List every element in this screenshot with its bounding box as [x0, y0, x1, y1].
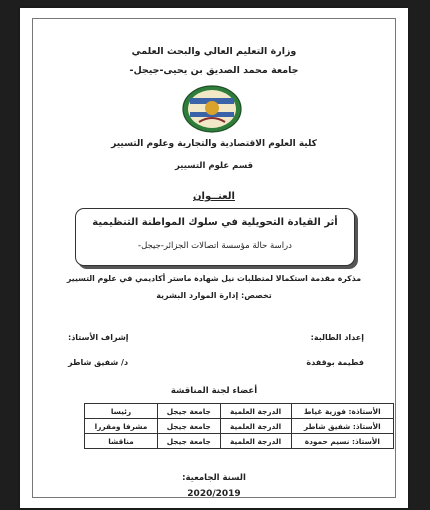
member-rank: الدرجة العلمية — [220, 419, 291, 434]
memo-line: مذكرة مقدمة استكمالا لمتطلبات نيل شهادة ماستر أكاديمي في علوم التسيير — [66, 274, 362, 283]
member-rank: الدرجة العلمية — [220, 434, 291, 449]
specialty-line: تخصص: إدارة الموارد البشرية — [156, 291, 272, 300]
student-name: فطيمة بوقفدة — [306, 358, 364, 367]
title-heading: العنــوان — [193, 191, 235, 202]
document-page — [20, 8, 408, 508]
table-row — [85, 419, 394, 434]
member-name: الأستاذ: نسيم حمودة — [291, 434, 393, 449]
university-seal-icon — [181, 84, 243, 134]
member-university: جامعة جيجل — [158, 434, 221, 449]
member-role: مناقشا — [85, 434, 158, 449]
committee-table — [84, 403, 394, 449]
thesis-title: أثر القيادة التحويلية في سلوك المواطنة التنظيمية — [92, 217, 338, 228]
member-university: جامعة جيجل — [158, 404, 221, 419]
table-row — [85, 434, 394, 449]
university-line: جامعة محمد الصديق بن يحيى-جيجل- — [129, 65, 299, 76]
academic-year-label: السنة الجامعية: — [182, 473, 246, 483]
member-name: الأستاذ: شفيق شاطر — [291, 419, 393, 434]
ministry-line: وزارة التعليم العالي والبحث العلمي — [131, 46, 297, 57]
member-university: جامعة جيجل — [158, 419, 221, 434]
member-rank: الدرجة العلمية — [220, 404, 291, 419]
table-row — [85, 404, 394, 419]
committee-title: أعضاء لجنة المناقشة — [170, 386, 258, 396]
thesis-title-box — [75, 208, 355, 266]
member-role: مشرفا ومقررا — [85, 419, 158, 434]
case-study-line: دراسة حالة مؤسسة اتصالات الجزائر-جيجل- — [138, 241, 292, 251]
faculty-line: كلية العلوم الاقتصادية والتجارية وعلوم التسيير — [111, 139, 317, 149]
academic-year: 2020/2019 — [187, 489, 241, 499]
student-label: إعداد الطالبة: — [310, 333, 364, 342]
supervisor-name: د/ شفيق شاطر — [68, 358, 129, 367]
member-name: الأستاذة: فوزية غياط — [291, 404, 393, 419]
department-line: قسم علوم التسيير — [174, 161, 254, 171]
supervisor-label: إشراف الأستاذ: — [68, 333, 129, 342]
member-role: رئيسا — [85, 404, 158, 419]
